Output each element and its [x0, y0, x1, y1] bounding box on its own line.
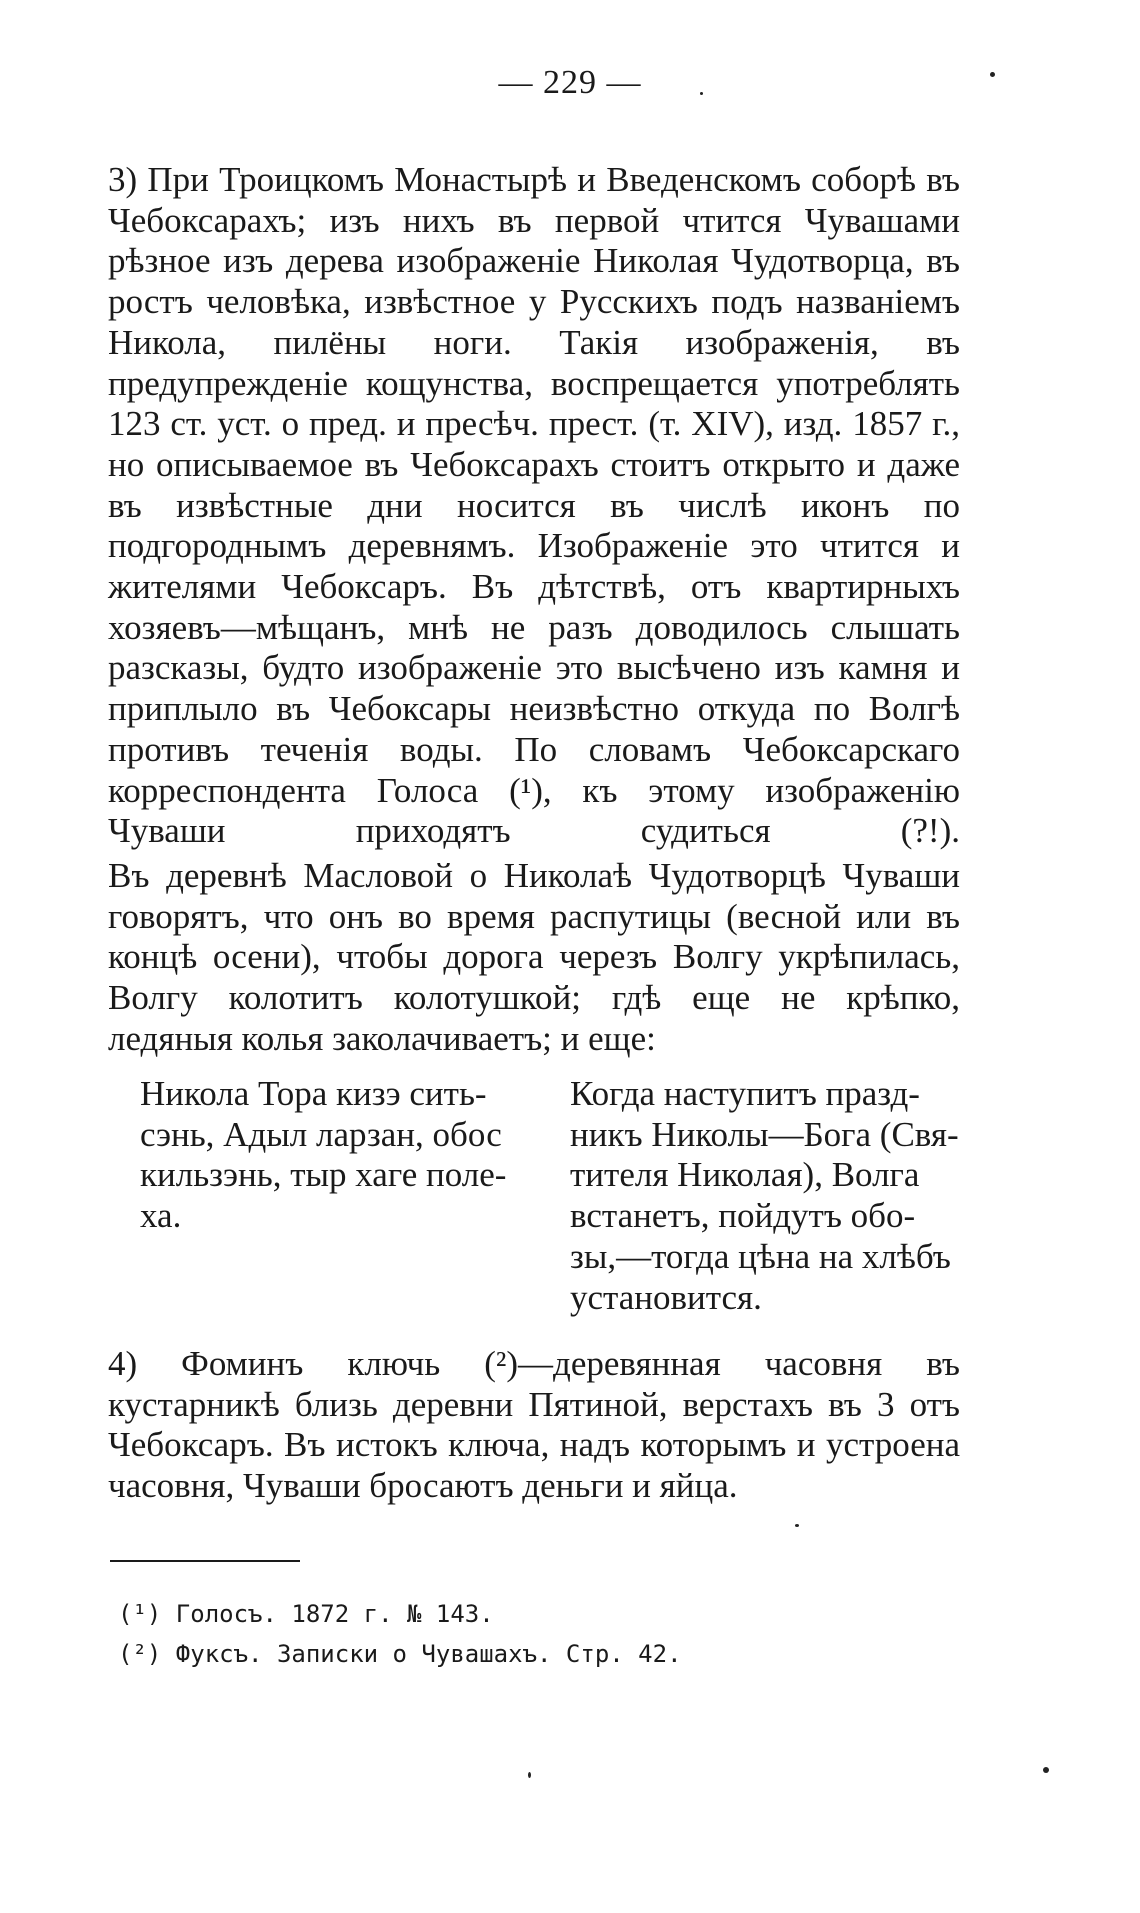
paragraph-fomin-spring: 4) Фоминъ ключь (²)—деревянная часовня въ кустарникѣ близь деревни Пятиной, верстахъ въ 3 отъ Чебоксаръ. Въ истокъ ключа, надъ которымъ и устроена часовня, Чуваши бросаютъ деньги и яйца.	[108, 1344, 960, 1506]
translation-line: тителя Николая), Волга	[570, 1155, 920, 1195]
chuvash-line: сэнь, Адыл ларзан, обос	[140, 1114, 502, 1154]
footnotes	[118, 1594, 958, 1674]
chuvash-line: Никола Тора кизэ сить-	[140, 1074, 487, 1113]
footnote-divider	[110, 1560, 300, 1562]
chuvash-line: ха.	[140, 1196, 182, 1236]
print-speck	[1043, 1767, 1049, 1773]
translation-line: встанетъ, пойдутъ обо-	[570, 1196, 916, 1236]
footnote-2: (²) Фуксъ. Записки о Чувашахъ. Стр. 42.	[118, 1640, 682, 1668]
chuvash-original-column	[140, 1074, 520, 1237]
print-speck	[528, 1772, 531, 1778]
translation-line: Когда наступитъ празд-	[570, 1074, 920, 1113]
translation-line: никъ Николы—Бога (Свя-	[570, 1114, 959, 1154]
paragraph-troitsky-monastery: 3) При Троицкомъ Монастырѣ и Введенскомъ соборѣ въ Чебоксарахъ; изъ нихъ въ первой чтится Чувашами рѣзное изъ дерева изображеніе Николая Чудотворца, въ ростъ человѣка, извѣстное у Русскихъ подъ названіемъ Никола, пилёны ноги. Такія изображенія, въ предупрежденіе кощунства, воспрещается употреблять 123 ст. уст. о пред. и пресѣч. прест. (т. XIV), изд. 1857 г., но описываемое въ Чебоксарахъ стоитъ открыто и даже въ извѣстные дни носится въ числѣ иконъ по подгороднымъ деревнямъ. Изображеніе это чтится и жителями Чебоксаръ. Въ дѣтствѣ, отъ квартирныхъ хозяевъ—мѣщанъ, мнѣ не разъ доводилось слышать разсказы, будто изображеніе это высѣчено изъ камня и приплыло въ Чебоксары неизвѣстно откуда по Волгѣ противъ теченія воды. По словамъ Чебоксарскаго корреспондента Голоса (¹), къ этому изображенію Чуваши приходятъ судиться (?!).	[108, 160, 960, 851]
print-speck	[700, 92, 703, 95]
chuvash-line: кильзэнь, тыр хаге поле-	[140, 1155, 507, 1195]
print-speck	[990, 72, 995, 77]
footnote-1: (¹) Голосъ. 1872 г. № 143.	[118, 1600, 494, 1628]
print-speck	[795, 1524, 799, 1527]
paragraph-maslova-village: Въ деревнѣ Масловой о Николаѣ Чудотворцѣ Чуваши говорятъ, что онъ во время распутицы (весной или въ концѣ осени), чтобы дорога черезъ Волгу укрѣпилась, Волгу колотитъ колотушкой; гдѣ еще не крѣпко, ледяныя колья заколачиваетъ; и еще:	[108, 856, 960, 1058]
translation-line: зы,—тогда цѣна на хлѣбъ	[570, 1236, 951, 1276]
translation-line: установится.	[570, 1277, 762, 1317]
chuvash-saying-block	[140, 1074, 960, 1317]
page-number: — 229 —	[498, 64, 642, 101]
russian-translation-column	[570, 1074, 960, 1318]
